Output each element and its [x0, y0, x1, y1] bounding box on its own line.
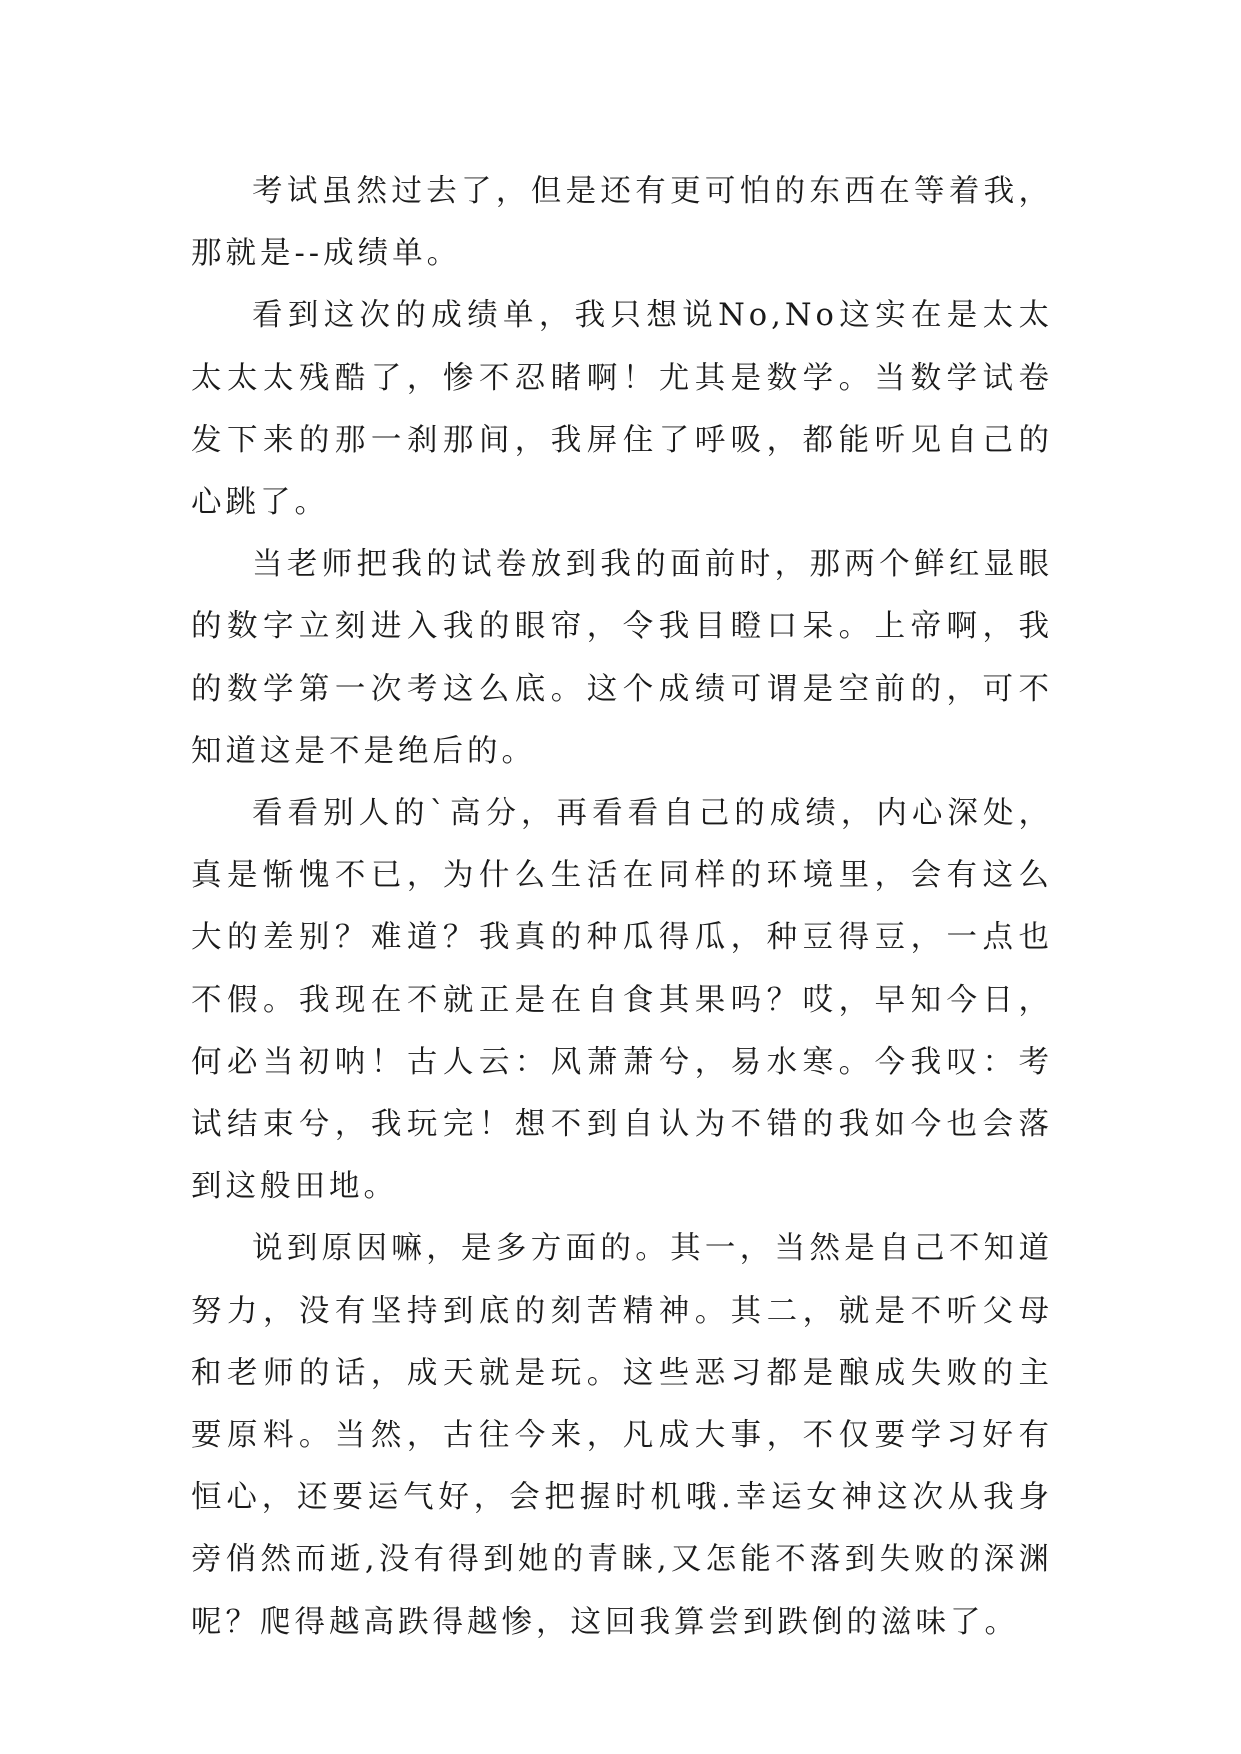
paragraph-2: 看到这次的成绩单，我只想说No,No这实在是太太太太太残酷了，惨不忍睹啊！尤其是数学。当数学试卷发下来的那一刹那间，我屏住了呼吸，都能听见自己的心跳了。	[191, 298, 1053, 521]
document-body	[191, 161, 1053, 1654]
paragraph-4: 看看别人的`高分，再看看自己的成绩，内心深处，真是惭愧不已，为什么生活在同样的环境里，会有这么大的差别？难道？我真的种瓜得瓜，种豆得豆，一点也不假。我现在不就正是在自食其果吗？哎，早知今日，何必当初呐！古人云：风萧萧兮，易水寒。今我叹：考试结束兮，我玩完！想不到自认为不错的我如今也会落到这般田地。	[191, 796, 1053, 1205]
paragraph-3: 当老师把我的试卷放到我的面前时，那两个鲜红显眼的数字立刻进入我的眼帘，令我目瞪口呆。上帝啊，我的数学第一次考这么底。这个成绩可谓是空前的，可不知道这是不是绝后的。	[191, 547, 1053, 769]
paragraph-1: 考试虽然过去了，但是还有更可怕的东西在等着我，那就是--成绩单。	[191, 174, 1053, 272]
paragraph-5: 说到原因嘛，是多方面的。其一，当然是自己不知道努力，没有坚持到底的刻苦精神。其二，就是不听父母和老师的话，成天就是玩。这些恶习都是酿成失败的主要原料。当然，古往今来，凡成大事，不仅要学习好有恒心，还要运气好，会把握时机哦.幸运女神这次从我身旁俏然而逝,没有得到她的青睐,又怎能不落到失败的深渊呢？爬得越高跌得越惨，这回我算尝到跌倒的滋味了。	[191, 1231, 1053, 1640]
